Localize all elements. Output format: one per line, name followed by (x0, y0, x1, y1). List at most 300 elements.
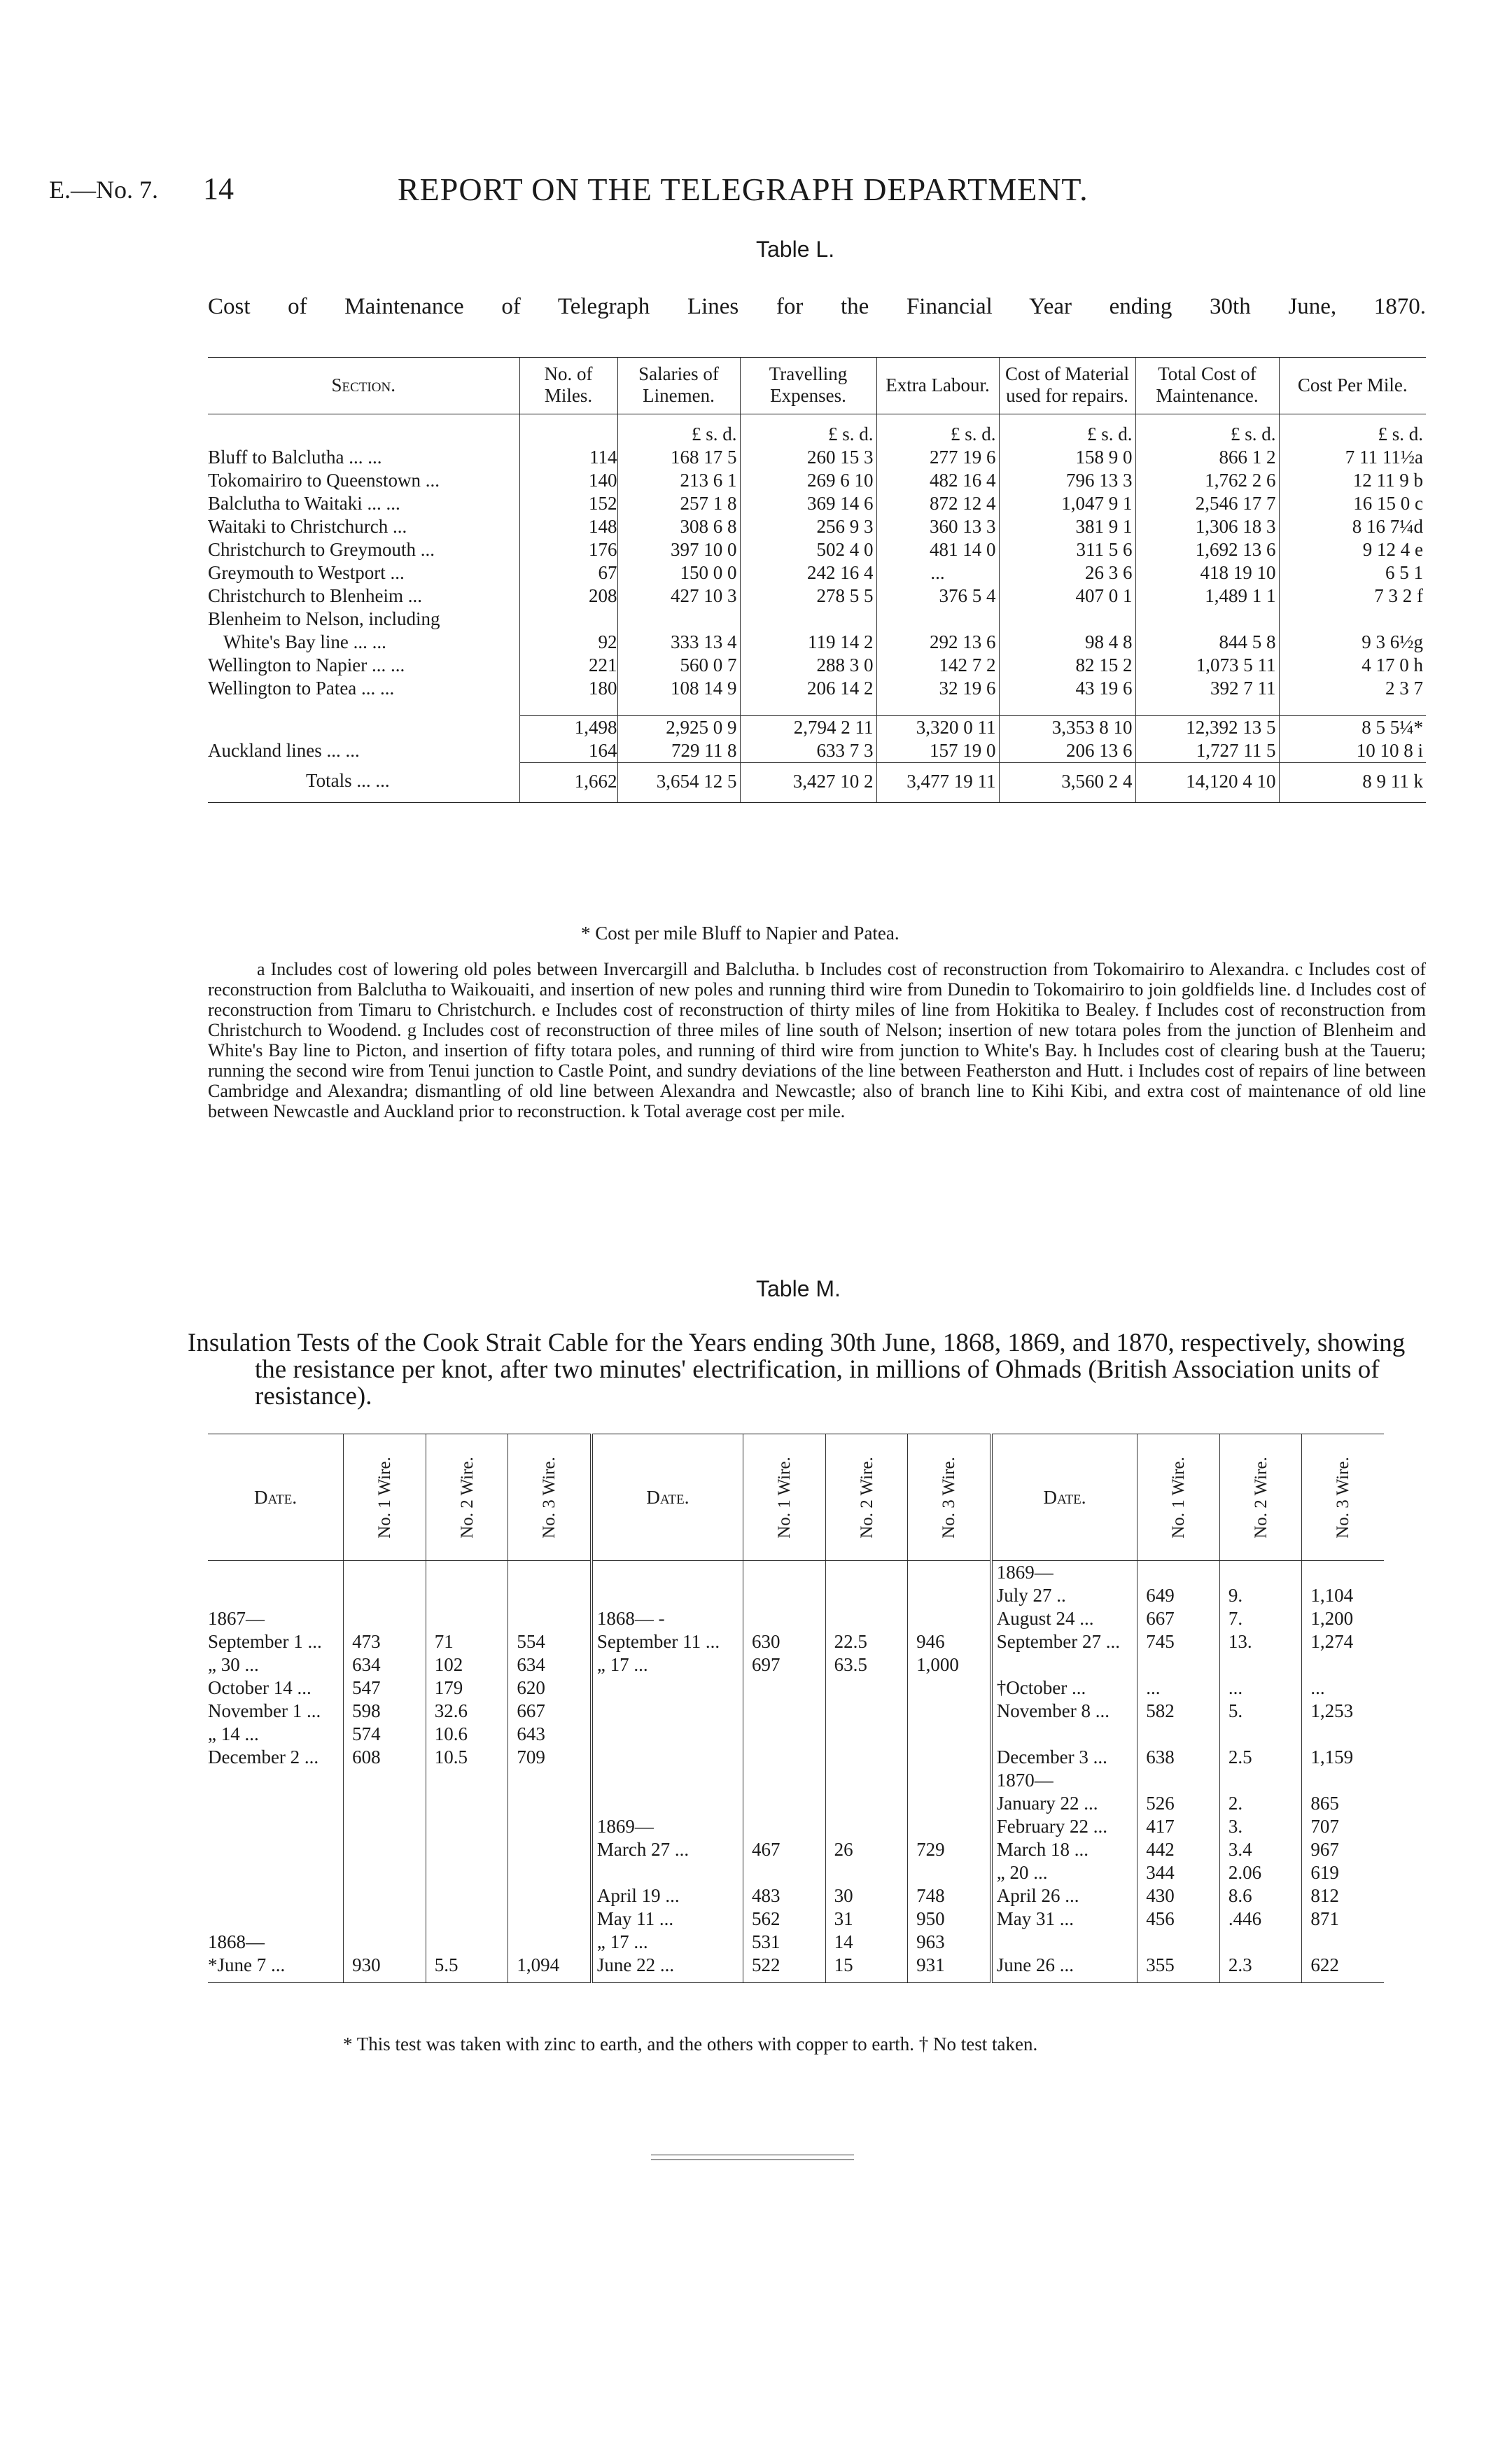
salaries-cell: 2,925 0 9 (617, 715, 740, 739)
total-cell: 1,727 11 5 (1135, 739, 1279, 763)
wire-2-cell (426, 1584, 508, 1607)
units-label: £ s. d. (876, 414, 999, 447)
table-row (208, 1815, 1384, 1838)
date-cell: July 27 .. (991, 1584, 1138, 1607)
wire-2-cell (1219, 1931, 1302, 1954)
wire-2-cell: 13. (1219, 1630, 1302, 1653)
extra-cell: 142 7 2 (876, 654, 999, 677)
table-m-label: Table M. (756, 1276, 841, 1301)
wire-1-cell: 574 (344, 1723, 426, 1746)
table-row (208, 584, 1426, 608)
wire-3-cell (508, 1884, 592, 1907)
date-cell: 1868— (208, 1931, 265, 1952)
wire-1-cell (743, 1746, 826, 1769)
col-travelling-header: Travelling Expenses. (740, 358, 876, 414)
miles-cell: 1,662 (519, 762, 617, 803)
wire-2-cell: 63.5 (825, 1653, 908, 1676)
wire-1-cell (344, 1884, 426, 1907)
salaries-cell: 427 10 3 (617, 584, 740, 608)
wire-3-cell (508, 1861, 592, 1884)
table-row (208, 492, 1426, 515)
doc-ref: E.—No. 7. (49, 176, 158, 204)
wire-1-cell (743, 1607, 826, 1630)
wire-3-header: No. 3 Wire. (939, 1456, 958, 1539)
table-row (208, 1931, 1384, 1954)
wire-2-cell: 15 (825, 1954, 908, 1983)
date-cell (991, 1931, 1138, 1954)
subtotal-row (208, 715, 1426, 739)
date-cell (991, 1653, 1138, 1676)
wire-2-cell (825, 1746, 908, 1769)
date-cell: „ 14 ... (208, 1723, 259, 1744)
wire-2-cell (825, 1700, 908, 1723)
per-mile-cell: 7 11 11½a (1279, 446, 1426, 469)
wire-3-cell: 634 (508, 1653, 592, 1676)
wire-2-cell (426, 1907, 508, 1931)
wire-1-cell (1138, 1723, 1220, 1746)
wire-1-cell (1138, 1561, 1220, 1585)
wire-2-cell: 179 (426, 1676, 508, 1700)
wire-1-cell: 930 (344, 1954, 426, 1983)
date-cell: *June 7 ... (208, 1954, 344, 1983)
table-row (208, 538, 1426, 561)
wire-2-cell: 9. (1219, 1584, 1302, 1607)
date-cell: „ 17 ... (592, 1653, 743, 1676)
wire-1-cell: 562 (743, 1907, 826, 1931)
wire-2-cell: 30 (825, 1884, 908, 1907)
extra-cell: 32 19 6 (876, 677, 999, 700)
date-cell: December 3 ... (991, 1746, 1138, 1769)
date-cell: August 24 ... (991, 1607, 1138, 1630)
wire-3-cell (508, 1607, 592, 1630)
table-row (208, 1884, 1384, 1907)
material-cell: 82 15 2 (999, 654, 1135, 677)
extra-cell: 360 13 3 (876, 515, 999, 538)
wire-3-cell: 1,274 (1302, 1630, 1384, 1653)
extra-cell: 292 13 6 (876, 631, 999, 654)
material-cell: 43 19 6 (999, 677, 1135, 700)
wire-1-cell: 483 (743, 1884, 826, 1907)
wire-1-header: No. 1 Wire. (374, 1456, 394, 1539)
table-row (208, 608, 1426, 631)
wire-3-cell (908, 1746, 991, 1769)
wire-2-cell: ... (1219, 1676, 1302, 1700)
wire-1-cell: 430 (1138, 1884, 1220, 1907)
per-mile-cell: 8 5 5¼* (1279, 715, 1426, 739)
wire-1-cell (743, 1676, 826, 1700)
wire-3-header: No. 3 Wire. (540, 1456, 559, 1539)
date-cell (592, 1792, 743, 1815)
date-cell (208, 1907, 344, 1931)
table-row (208, 1861, 1384, 1884)
units-label: £ s. d. (999, 414, 1135, 447)
wire-2-cell (426, 1861, 508, 1884)
wire-1-cell (344, 1931, 426, 1954)
miles-cell: 180 (519, 677, 617, 700)
table-row (208, 1630, 1384, 1653)
date-cell: „ 17 ... (592, 1931, 743, 1954)
salaries-cell: 213 6 1 (617, 469, 740, 492)
wire-2-cell (1219, 1653, 1302, 1676)
col-extra-header: Extra Labour. (876, 358, 999, 414)
wire-3-cell (908, 1815, 991, 1838)
total-cell: 1,762 2 6 (1135, 469, 1279, 492)
wire-3-cell: 643 (508, 1723, 592, 1746)
wire-3-cell: 963 (908, 1931, 991, 1954)
wire-1-cell: 417 (1138, 1815, 1220, 1838)
section-cell: Auckland lines ... ... (208, 739, 360, 761)
salaries-cell: 3,654 12 5 (617, 762, 740, 803)
wire-1-cell (344, 1561, 426, 1585)
wire-3-cell: 871 (1302, 1907, 1384, 1931)
total-cell: 1,692 13 6 (1135, 538, 1279, 561)
wire-1-cell: 473 (344, 1630, 426, 1653)
table-l-label: Table L. (756, 237, 835, 262)
date-cell (592, 1861, 743, 1884)
table-row (208, 1676, 1384, 1700)
section-cell: Christchurch to Blenheim ... (208, 585, 422, 606)
wire-1-cell: 522 (743, 1954, 826, 1983)
wire-3-cell (908, 1676, 991, 1700)
wire-3-cell: 554 (508, 1630, 592, 1653)
extra-cell: 3,320 0 11 (876, 715, 999, 739)
wire-3-cell: 950 (908, 1907, 991, 1931)
miles-cell: 221 (519, 654, 617, 677)
wire-2-cell (426, 1931, 508, 1954)
wire-3-cell (508, 1769, 592, 1792)
wire-2-cell: 7. (1219, 1607, 1302, 1630)
wire-2-cell: 31 (825, 1907, 908, 1931)
total-cell: 392 7 11 (1135, 677, 1279, 700)
extra-cell: 482 16 4 (876, 469, 999, 492)
wire-3-cell: 667 (508, 1700, 592, 1723)
miles-cell: 148 (519, 515, 617, 538)
date-cell (208, 1769, 344, 1792)
wire-1-cell: 745 (1138, 1630, 1220, 1653)
wire-2-cell (825, 1815, 908, 1838)
table-row (208, 1561, 1384, 1585)
date-cell: September 27 ... (991, 1630, 1138, 1653)
wire-1-cell (743, 1792, 826, 1815)
salaries-cell: 108 14 9 (617, 677, 740, 700)
per-mile-cell: 8 9 11 k (1279, 762, 1426, 803)
travelling-cell: 288 3 0 (740, 654, 876, 677)
travelling-cell: 2,794 2 11 (740, 715, 876, 739)
wire-1-cell (344, 1769, 426, 1792)
wire-3-cell: 729 (908, 1838, 991, 1861)
wire-2-cell: 102 (426, 1653, 508, 1676)
wire-2-cell (825, 1861, 908, 1884)
section-cell: Waitaki to Christchurch ... (208, 516, 407, 537)
wire-1-cell: 531 (743, 1931, 826, 1954)
wire-2-cell (426, 1561, 508, 1585)
material-cell: 98 4 8 (999, 631, 1135, 654)
wire-1-header: No. 1 Wire. (1169, 1456, 1189, 1539)
date-header: Date. (592, 1434, 743, 1561)
date-cell: 1870— (991, 1769, 1138, 1792)
wire-2-cell: 2.5 (1219, 1746, 1302, 1769)
date-cell: 1867— (208, 1608, 265, 1629)
date-cell: April 19 ... (592, 1884, 743, 1907)
wire-2-cell: 2. (1219, 1792, 1302, 1815)
wire-2-cell (825, 1561, 908, 1585)
wire-1-cell (743, 1769, 826, 1792)
units-label: £ s. d. (617, 414, 740, 447)
wire-2-cell (426, 1884, 508, 1907)
date-cell: November 8 ... (991, 1700, 1138, 1723)
date-header: Date. (991, 1434, 1138, 1561)
wire-1-cell: 638 (1138, 1746, 1220, 1769)
date-cell: 1869— (991, 1561, 1138, 1585)
wire-2-cell: 5. (1219, 1700, 1302, 1723)
per-mile-cell: 7 3 2 f (1279, 584, 1426, 608)
wire-2-cell: 26 (825, 1838, 908, 1861)
wire-3-cell (508, 1838, 592, 1861)
wire-1-cell: 456 (1138, 1907, 1220, 1931)
travelling-cell: 502 4 0 (740, 538, 876, 561)
salaries-cell: 150 0 0 (617, 561, 740, 584)
table-row (208, 1769, 1384, 1792)
table-l (208, 357, 1426, 803)
travelling-cell: 633 7 3 (740, 739, 876, 763)
table-row (208, 1723, 1384, 1746)
wire-1-cell: 649 (1138, 1584, 1220, 1607)
per-mile-cell: 8 16 7¼d (1279, 515, 1426, 538)
section-cell: Bluff to Balclutha ... ... (208, 447, 382, 468)
wire-2-cell: 5.5 (426, 1954, 508, 1983)
date-cell (592, 1769, 743, 1792)
material-cell: 206 13 6 (999, 739, 1135, 763)
wire-3-cell: 1,200 (1302, 1607, 1384, 1630)
wire-1-cell: 697 (743, 1653, 826, 1676)
date-cell (208, 1815, 344, 1838)
wire-3-cell (1302, 1561, 1384, 1585)
wire-2-cell (825, 1584, 908, 1607)
wire-1-cell (743, 1815, 826, 1838)
wire-3-cell: 967 (1302, 1838, 1384, 1861)
date-cell: March 18 ... (991, 1838, 1138, 1861)
section-cell: Wellington to Patea ... ... (208, 678, 395, 699)
running-title: REPORT ON THE TELEGRAPH DEPARTMENT. (398, 172, 1088, 207)
wire-3-cell (1302, 1723, 1384, 1746)
date-cell (592, 1746, 743, 1769)
wire-2-cell (825, 1607, 908, 1630)
wire-2-cell (1219, 1769, 1302, 1792)
wire-1-cell (344, 1792, 426, 1815)
wire-3-cell: 1,000 (908, 1653, 991, 1676)
units-label: £ s. d. (1135, 414, 1279, 447)
wire-1-header: No. 1 Wire. (774, 1456, 794, 1539)
wire-2-cell: 8.6 (1219, 1884, 1302, 1907)
date-cell (592, 1561, 743, 1585)
wire-1-cell (743, 1861, 826, 1884)
wire-2-header: No. 2 Wire. (857, 1456, 876, 1539)
table-row (208, 1907, 1384, 1931)
section-cell: White's Bay line ... ... (223, 631, 386, 652)
table-l-caption: Cost of Maintenance of Telegraph Lines for the Financial Year ending 30th June, 1870. (208, 294, 1426, 319)
wire-3-cell (908, 1769, 991, 1792)
wire-3-cell (508, 1584, 592, 1607)
wire-2-cell (426, 1815, 508, 1838)
wire-2-cell (426, 1792, 508, 1815)
section-cell: Greymouth to Westport ... (208, 562, 405, 583)
wire-3-cell: 619 (1302, 1861, 1384, 1884)
travelling-cell: 256 9 3 (740, 515, 876, 538)
wire-3-cell (908, 1861, 991, 1884)
wire-3-cell (508, 1931, 592, 1954)
table-l-notes: a Includes cost of lowering old poles between Invercargill and Balclutha. b Includes cost of reconstruction from Tokomairiro to Alexandra. c Includes cost of reconstruction from Balclutha to Waikouaiti, and insertion of new poles and running third wire from Dunedin to Tokomairiro to join goldfields line. d Includes cost of reconstruction from Timaru to Christchurch. e Includes cost of reconstruction of thirty miles of line from Hokitika to Bealey. f Includes cost of reconstruction from Christchurch to Woodend. g Includes cost of reconstruction of three miles of line south of Nelson; insertion of new totara poles from the junction of Blenheim and White's Bay line to Picton, and insertion of fifty totara poles, and running of third wire from junction to White's Bay. h Includes cost of clearing bush at the Taueru; running the second wire from Tenui junction to Castle Point, and sundry deviations of the line between Featherston and Hutt. i Includes cost of repairs of line between Cambridge and Alexandra; dismantling of old line between Alexandra and Newcastle; also of branch line to Kihi Kibi, and extra cost of maintenance of old line between Newcastle and Auckland prior to reconstruction. k Total average cost per mile. (208, 959, 1426, 1121)
travelling-cell: 369 14 6 (740, 492, 876, 515)
wire-2-cell: .446 (1219, 1907, 1302, 1931)
salaries-cell: 257 1 8 (617, 492, 740, 515)
total-cell: 14,120 4 10 (1135, 762, 1279, 803)
material-cell: 26 3 6 (999, 561, 1135, 584)
wire-1-cell (344, 1907, 426, 1931)
wire-1-cell: 467 (743, 1838, 826, 1861)
totals-row (208, 762, 1426, 803)
table-row (208, 1700, 1384, 1723)
per-mile-cell: 2 3 7 (1279, 677, 1426, 700)
material-cell: 311 5 6 (999, 538, 1135, 561)
travelling-cell: 3,427 10 2 (740, 762, 876, 803)
date-cell (208, 1884, 344, 1907)
miles-cell: 67 (519, 561, 617, 584)
table-row (208, 631, 1426, 654)
travelling-cell: 269 6 10 (740, 469, 876, 492)
wire-3-cell: 1,159 (1302, 1746, 1384, 1769)
total-cell: 418 19 10 (1135, 561, 1279, 584)
section-cell: Tokomairiro to Queenstown ... (208, 470, 440, 491)
salaries-cell: 560 0 7 (617, 654, 740, 677)
travelling-cell: 206 14 2 (740, 677, 876, 700)
wire-3-cell: 865 (1302, 1792, 1384, 1815)
date-cell: October 14 ... (208, 1677, 312, 1698)
wire-2-cell: 2.06 (1219, 1861, 1302, 1884)
date-cell (208, 1792, 344, 1815)
date-cell (592, 1676, 743, 1700)
section-cell: Christchurch to Greymouth ... (208, 539, 435, 560)
wire-1-cell: 582 (1138, 1700, 1220, 1723)
wire-2-cell (426, 1838, 508, 1861)
wire-2-cell (825, 1723, 908, 1746)
table-row (208, 515, 1426, 538)
page-number: 14 (203, 172, 234, 206)
wire-1-cell (743, 1723, 826, 1746)
salaries-cell: 397 10 0 (617, 538, 740, 561)
per-mile-cell: 10 10 8 i (1279, 739, 1426, 763)
wire-2-cell (1219, 1723, 1302, 1746)
wire-2-cell: 3. (1219, 1815, 1302, 1838)
wire-1-cell (743, 1561, 826, 1585)
material-cell: 3,560 2 4 (999, 762, 1135, 803)
wire-1-cell (1138, 1769, 1220, 1792)
wire-2-cell: 2.3 (1219, 1954, 1302, 1983)
extra-cell: 481 14 0 (876, 538, 999, 561)
date-cell: September 11 ... (592, 1630, 743, 1653)
date-cell: June 26 ... (991, 1954, 1138, 1983)
date-cell (208, 1861, 344, 1884)
date-cell: November 1 ... (208, 1700, 321, 1721)
miles-cell: 1,498 (519, 715, 617, 739)
wire-3-cell (908, 1607, 991, 1630)
wire-2-cell: 32.6 (426, 1700, 508, 1723)
wire-2-cell: 22.5 (825, 1630, 908, 1653)
wire-3-cell: 1,094 (508, 1954, 592, 1983)
table-row (208, 1954, 1384, 1983)
wire-1-cell (344, 1607, 426, 1630)
table-row (208, 469, 1426, 492)
wire-1-cell: 526 (1138, 1792, 1220, 1815)
wire-3-cell: 1,253 (1302, 1700, 1384, 1723)
extra-cell: 376 5 4 (876, 584, 999, 608)
wire-2-cell (825, 1676, 908, 1700)
section-cell: Blenheim to Nelson, including (208, 608, 440, 629)
table-row (208, 1792, 1384, 1815)
wire-2-cell: 14 (825, 1931, 908, 1954)
extra-cell: 277 19 6 (876, 446, 999, 469)
per-mile-cell: 16 15 0 c (1279, 492, 1426, 515)
wire-3-cell (1302, 1653, 1384, 1676)
travelling-cell: 119 14 2 (740, 631, 876, 654)
date-cell: May 11 ... (592, 1907, 743, 1931)
table-row (208, 446, 1426, 469)
miles-cell: 114 (519, 446, 617, 469)
date-cell: 1868— - (592, 1607, 743, 1630)
wire-1-cell: 634 (344, 1653, 426, 1676)
table-row (208, 1838, 1384, 1861)
total-cell: 1,306 18 3 (1135, 515, 1279, 538)
date-cell: June 22 ... (592, 1954, 743, 1983)
table-row (208, 739, 1426, 763)
table-m (208, 1434, 1384, 1983)
total-cell: 866 1 2 (1135, 446, 1279, 469)
wire-3-cell (508, 1815, 592, 1838)
extra-cell: ... (876, 561, 999, 584)
date-cell: January 22 ... (991, 1792, 1138, 1815)
col-salaries-header: Salaries of Linemen. (617, 358, 740, 414)
miles-cell: 92 (519, 631, 617, 654)
wire-1-cell: 344 (1138, 1861, 1220, 1884)
salaries-cell: 333 13 4 (617, 631, 740, 654)
salaries-cell: 308 6 8 (617, 515, 740, 538)
wire-1-cell (344, 1584, 426, 1607)
wire-1-cell: 630 (743, 1630, 826, 1653)
miles-cell: 152 (519, 492, 617, 515)
wire-3-cell: 1,104 (1302, 1584, 1384, 1607)
date-cell: 1869— (592, 1815, 743, 1838)
table-row (208, 1584, 1384, 1607)
table-m-caption: Insulation Tests of the Cook Strait Cable for the Years ending 30th June, 1868, 1869, and 1870, respectively, showing the resistance per knot, after two minutes' electrification, in millions of Ohmads (British Association units of resistance). (188, 1329, 1406, 1410)
wire-3-cell (1302, 1931, 1384, 1954)
wire-1-cell (743, 1584, 826, 1607)
wire-3-cell: 709 (508, 1746, 592, 1769)
date-cell: March 27 ... (592, 1838, 743, 1861)
units-label: £ s. d. (1279, 414, 1426, 447)
wire-3-cell (1302, 1769, 1384, 1792)
wire-2-cell: 10.6 (426, 1723, 508, 1746)
wire-2-cell: 10.5 (426, 1746, 508, 1769)
miles-cell: 140 (519, 469, 617, 492)
material-cell: 796 13 3 (999, 469, 1135, 492)
col-section-header: Section. (208, 358, 519, 414)
material-cell: 1,047 9 1 (999, 492, 1135, 515)
date-cell: September 1 ... (208, 1631, 322, 1652)
total-cell: 844 5 8 (1135, 631, 1279, 654)
wire-3-cell (508, 1561, 592, 1585)
wire-3-cell: ... (1302, 1676, 1384, 1700)
extra-cell: 872 12 4 (876, 492, 999, 515)
date-header: Date. (208, 1434, 344, 1561)
